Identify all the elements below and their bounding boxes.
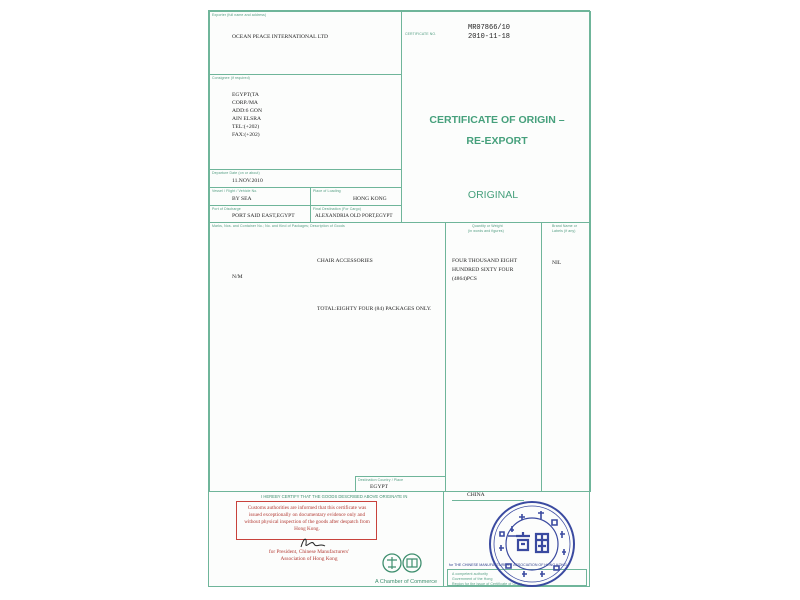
title-cell [401, 11, 591, 223]
departure-cell [209, 169, 402, 188]
chamber-text: A Chamber of Commerce [375, 579, 438, 585]
consignee-line: ADD:6 GON [232, 108, 262, 114]
final-destination-value: ALEXANDRIA OLD PORT,EGYPT [315, 213, 393, 219]
certificate-no-label: CERTIFICATE NO. [405, 32, 437, 36]
destination-country-label: Destination Country / Place [358, 478, 404, 482]
consignee-line: EGYPT(TA [232, 92, 259, 98]
vessel-label: Vessel / Flight / Vehicle No. [212, 189, 258, 193]
quantity-label-sub: (in words and figures) [468, 229, 504, 233]
marks-label: Marks, Nos. and Container No.; No. and Kind of Packages; Description of Goods [212, 224, 345, 228]
consignee-line: TEL:(+202) [232, 124, 260, 130]
brand-value: NIL [552, 260, 562, 266]
goods-description: CHAIR ACCESSORIES [317, 258, 373, 264]
discharge-label: Port of Discharge [212, 207, 241, 211]
loading-label: Place of Loading [313, 189, 341, 193]
certificate-number: MR07866/10 [468, 24, 511, 32]
certify-text: I HEREBY CERTIFY THAT THE GOODS DESCRIBED ABOVE ORIGINATE IN [261, 494, 408, 499]
quantity-label: Quantity or Weight [472, 224, 503, 228]
vessel-cell [209, 187, 311, 206]
footer-note-line: Government of the Hong [452, 577, 493, 581]
departure-label: Departure Date (on or about) [212, 171, 260, 175]
loading-value: HONG KONG [353, 196, 387, 202]
final-destination-cell [310, 205, 402, 223]
signatory-line1: for President, Chinese Manufacturers' [268, 549, 350, 555]
vessel-value: BY SEA [232, 196, 252, 202]
certificate-title-line1: CERTIFICATE OF ORIGIN – [429, 114, 565, 126]
goods-description-cell [209, 222, 446, 492]
loading-cell [310, 187, 402, 206]
discharge-cell [209, 205, 311, 223]
chamber-chop [381, 553, 425, 573]
destination-country-cell [355, 476, 446, 492]
quantity-line: HUNDRED SIXTY FOUR [452, 267, 514, 273]
quantity-cell [445, 222, 542, 492]
signatory-block [254, 549, 364, 563]
quantity-line: FOUR THOUSAND EIGHT [452, 258, 518, 264]
destination-country-value: EGYPT [370, 484, 389, 490]
association-seal [488, 500, 576, 588]
consignee-line: CORP./MA [232, 100, 258, 106]
exporter-label: Exporter (full name and address) [212, 13, 267, 17]
brand-label: Brand Name or [552, 224, 578, 228]
association-label: for THE CHINESE MANUFACTURERS' ASSOCIATION OF HONG KONG [449, 563, 567, 567]
consignee-label: Consignee (if required) [212, 76, 250, 80]
exporter-cell [209, 11, 402, 75]
certificate-date: 2010-11-18 [468, 33, 511, 41]
original-label: ORIGINAL [467, 189, 519, 201]
exporter-name: OCEAN PEACE INTERNATIONAL LTD [232, 34, 329, 40]
brand-label-sub: Labels (if any) [552, 229, 576, 233]
footer-note-line: A competent authority [452, 572, 488, 576]
signatory-line2: Association of Hong Kong [280, 556, 338, 562]
final-destination-label: Final Destination (For Cargo) [313, 207, 362, 211]
customs-notice-text: Customs authorities are informed that this certificate was issued exceptionally on documentary evidence only and without physical inspection of the goods after despatch from Hong Kong. [244, 505, 370, 532]
consignee-line: FAX:(+202) [232, 132, 260, 138]
goods-marks: N/M [232, 274, 243, 280]
goods-total: TOTAL:EIGHTY FOUR (84) PACKAGES ONLY. [317, 306, 432, 312]
certificate-title-line2: RE-EXPORT [466, 135, 528, 147]
bottom-divider [443, 491, 444, 587]
departure-date: 11.NOV.2010 [232, 178, 263, 184]
brand-cell [541, 222, 591, 492]
consignee-cell [209, 74, 402, 170]
footer-note-line: Region for the issue of Certificate of Origin [452, 582, 523, 586]
discharge-value: PORT SAID EAST,EGYPT [232, 213, 295, 219]
consignee-line: AIN ELSRA [232, 116, 262, 122]
quantity-line: (4864)PCS [452, 276, 477, 282]
certify-country: CHINA [467, 492, 485, 498]
